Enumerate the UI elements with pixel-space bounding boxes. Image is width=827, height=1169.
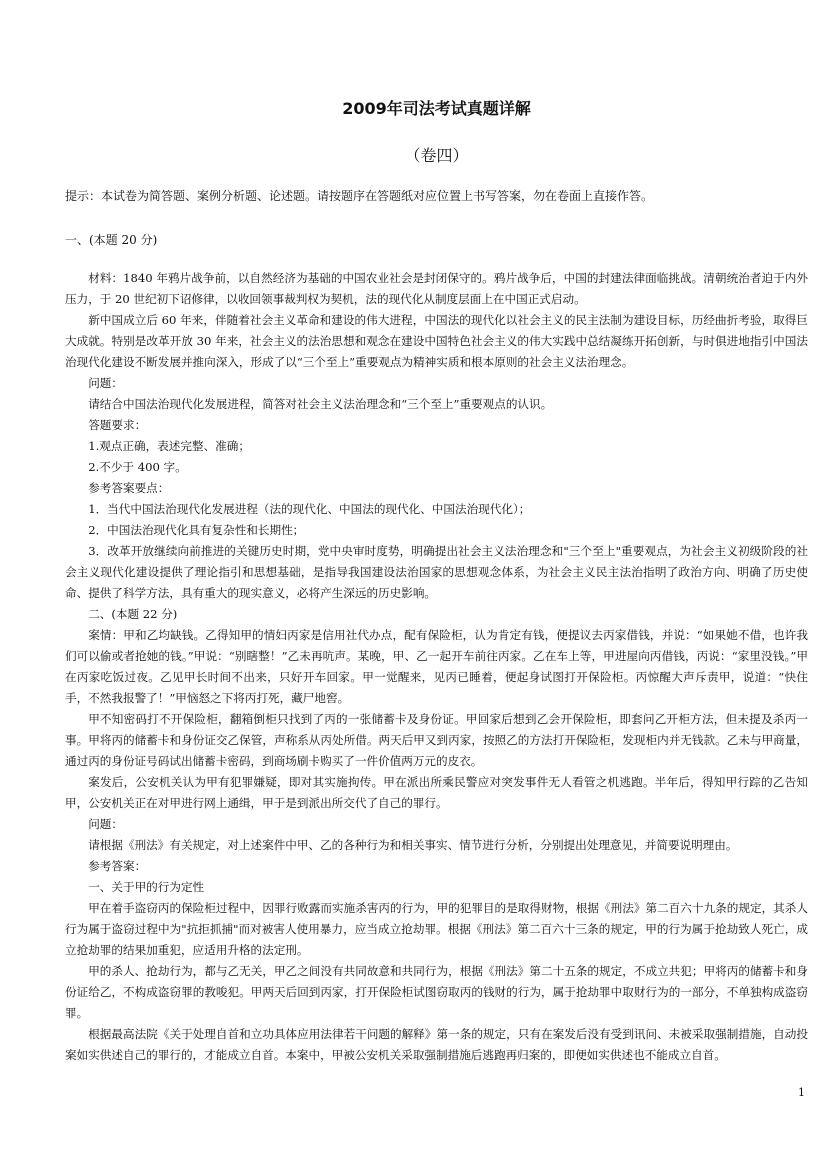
section-2-heading: 二、(本题 22 分)	[88, 607, 178, 621]
q2-question-label: 问题：	[88, 817, 123, 831]
q1-answer-item: 3．改革开放继续向前推进的关键历史时期，党中央审时度势，明确提出社会主义法治理念和"三个至上"重要观点，为社会主义初级阶段的社会主义现代化建设提供了理论指引和思想基础，是指导我国建设法治国家的思想观念体系，为社会主义民主法治指明了政治方向、明确了历史使命、提供了科学方法，具有重大的现实意义，必将产生深远的历史影响。	[65, 544, 808, 600]
q1-answer-label: 参考答案要点：	[88, 481, 170, 495]
page-title: 2009年司法考试真题详解	[342, 99, 531, 118]
exam-hint: 提示：本试卷为简答题、案例分析题、论述题。请按题序在答题纸对应位置上书写答案，勿在卷面上直接作答。	[65, 189, 654, 203]
q2-answer-paragraph: 甲的杀人、抢劫行为，都与乙无关，甲乙之间没有共同故意和共同行为，根据《刑法》第二十五条的规定，不成立共犯；甲将丙的储蓄卡和身份证给乙，不构成盗窃罪的教唆犯。甲两天后回到丙家，打开保险柜试图窃取丙的钱财的行为，属于抢劫罪中取财行为的一部分，不单独构成盗窃罪。	[65, 964, 808, 1020]
q1-material-paragraph: 材料：1840 年鸦片战争前，以自然经济为基础的中国农业社会是封闭保守的。鸦片战争后，中国的封建法律面临挑战。清朝统治者迫于内外压力，于 20 世纪初下诏修律，以收回领事裁判权为契机，法的现代化从制度层面上在中国正式启动。	[65, 271, 808, 306]
q2-answer-label: 参考答案：	[88, 859, 147, 873]
q2-answer-paragraph: 根据最高法院《关于处理自首和立功具体应用法律若干问题的解释》第一条的规定，只有在案发后没有受到讯问、未被采取强制措施，自动投案如实供述自己的罪行的，才能成立自首。本案中，甲被公安机关采取强制措施后逃跑再归案的，即便如实供述也不能成立自首。	[65, 1027, 808, 1062]
q1-requirement-item: 1.观点正确，表述完整、准确；	[88, 439, 250, 453]
q1-requirements-label: 答题要求：	[88, 418, 147, 432]
q2-question-text: 请根据《刑法》有关规定，对上述案件中甲、乙的各种行为和相关事实、情节进行分析，分别提出处理意见，并简要说明理由。	[88, 838, 738, 852]
q1-answer-item: 2．中国法治现代化具有复杂性和长期性；	[88, 523, 305, 537]
q1-requirement-item: 2.不少于 400 字。	[88, 460, 187, 474]
q2-case-paragraph: 甲不知密码打不开保险柜，翻箱倒柜只找到了丙的一张储蓄卡及身份证。甲回家后想到乙会开保险柜，即套问乙开柜方法，但未提及杀丙一事。甲将丙的储蓄卡和身份证交乙保管，声称系从丙处所借。两天后甲又到丙家，按照乙的方法打开保险柜，发现柜内并无钱款。乙未与甲商量，通过丙的身份证号码试出储蓄卡密码，到商场刷卡购买了一件价值两万元的皮衣。	[65, 712, 808, 768]
section-1-heading: 一、(本题 20 分)	[65, 233, 158, 247]
q1-material-paragraph: 新中国成立后 60 年来，伴随着社会主义革命和建设的伟大进程，中国法的现代化以社会主义的民主法制为建设目标，历经曲折考验，取得巨大成就。特别是改革开放 30 年来，社会主义的法治思想和观念在建设中国特色社会主义的伟大实践中总结凝练开拓创新，与时俱进地指引中国法治现代化建设不断发展并推向深入，形成了以“三个至上”重要观点为精神实质和根本原则的社会主义法治理念。	[65, 313, 808, 369]
page-number: 1	[798, 1086, 805, 1099]
q2-case-paragraph: 案发后，公安机关认为甲有犯罪嫌疑，即对其实施拘传。甲在派出所乘民警应对突发事件无人看管之机逃跑。半年后，得知甲行踪的乙告知甲，公安机关正在对甲进行网上通缉，甲于是到派出所交代了自己的罪行。	[65, 775, 808, 810]
q2-answer-subheading: 一、关于甲的行为定性	[88, 880, 205, 894]
q2-answer-paragraph: 甲在着手盗窃丙的保险柜过程中，因罪行败露而实施杀害丙的行为，甲的犯罪目的是取得财物，根据《刑法》第二百六十九条的规定，其杀人行为属于盗窃过程中为"抗拒抓捕"而对被害人使用暴力，应当成立抢劫罪。根据《刑法》第二百六十三条的规定，甲的行为属于抢劫致人死亡，成立抢劫罪的结果加重犯，应适用升格的法定刑。	[65, 901, 808, 957]
q2-case-paragraph: 案情：甲和乙均缺钱。乙得知甲的情妇丙家是信用社代办点，配有保险柜，认为肯定有钱，便提议去丙家借钱，并说：“如果她不借，也许我们可以偷或者抢她的钱。”甲说：“别瞎整！”乙未再吭声。某晚，甲、乙一起开车前往丙家。乙在车上等，甲进屋向丙借钱，丙说：“家里没钱。”甲在丙家吃饭过夜。乙见甲长时间不出来，只好开车回家。甲一觉醒来，见丙已睡着，便起身试图打开保险柜。丙惊醒大声斥责甲，说道：“快住手，不然我报警了！”甲恼怒之下将丙打死，藏尸地窖。	[65, 628, 808, 705]
q1-answer-item: 1．当代中国法治现代化发展进程（法的现代化、中国法的现代化、中国法治现代化）；	[88, 502, 531, 516]
document-page	[65, 96, 808, 1066]
page-subtitle: （卷四）	[404, 146, 469, 165]
q1-question-label: 问题：	[88, 376, 123, 390]
q1-question-text: 请结合中国法治现代化发展进程，简答对社会主义法治理念和“三个至上”重要观点的认识。	[88, 397, 553, 411]
